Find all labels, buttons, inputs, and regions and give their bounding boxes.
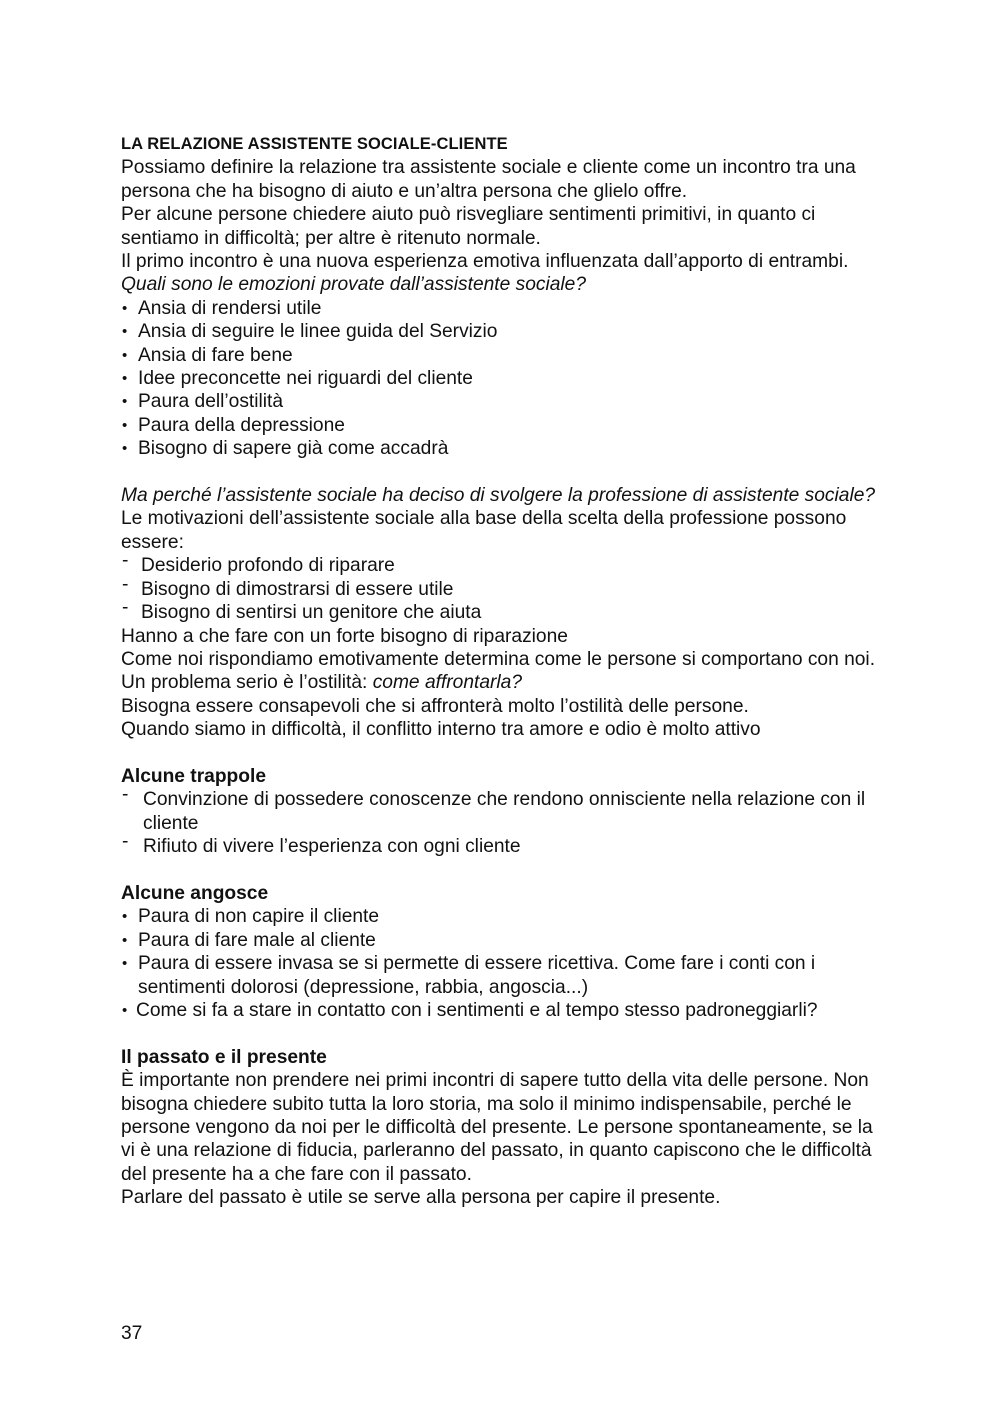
page-content: [121, 133, 891, 1210]
body-line: Quando siamo in difficoltà, il conflitto interno tra amore e odio è molto attivo: [121, 719, 761, 741]
section-heading: LA RELAZIONE ASSISTENTE SOCIALE-CLIENTE: [121, 135, 508, 153]
list-item: • Paura di fare male al cliente: [121, 929, 891, 952]
list-item: - Bisogno di dimostrarsi di essere utile: [121, 578, 891, 601]
emotions-question: Quali sono le emozioni provate dall’assistente sociale?: [121, 274, 587, 296]
body-line: Bisogna essere consapevoli che si affronterà molto l’ostilità delle persone.: [121, 695, 749, 717]
list-item: • Bisogno di sapere già come accadrà: [121, 437, 891, 460]
anxieties-heading: Alcune angosce: [121, 882, 269, 904]
motivations-list: [121, 554, 891, 624]
motivation-question: Ma perché l’assistente sociale ha deciso di svolgere la professione di assistente sociale?: [121, 485, 876, 507]
hostility-line: [121, 671, 891, 694]
list-item: • Ansia di seguire le linee guida del Servizio: [121, 320, 891, 343]
intro-paragraph: Il primo incontro è una nuova esperienza emotiva influenzata dall’apporto di entrambi.: [121, 251, 849, 273]
body-line: Come noi rispondiamo emotivamente determina come le persone si comportano con noi.: [121, 648, 876, 670]
list-item: • Ansia di fare bene: [121, 344, 891, 367]
list-item: - Desiderio profondo di riparare: [121, 554, 891, 577]
list-item: - Bisogno di sentirsi un genitore che aiuta: [121, 601, 891, 624]
anxieties-list: [121, 905, 891, 1022]
intro-paragraph: Possiamo definire la relazione tra assistente sociale e cliente come un incontro tra una persona che ha bisogno di aiuto e un’altra persona che glielo offre.: [121, 157, 856, 202]
traps-list: [121, 788, 891, 858]
list-item: • Paura della depressione: [121, 414, 891, 437]
list-item: • Come si fa a stare in contatto con i sentimenti e al tempo stesso padroneggiarli?: [121, 999, 891, 1022]
traps-heading: Alcune trappole: [121, 765, 266, 787]
hostility-text: Un problema serio è l’ostilità:: [121, 672, 373, 694]
list-item: • Ansia di rendersi utile: [121, 297, 891, 320]
list-item: • Paura dell’ostilità: [121, 390, 891, 413]
list-item: • Paura di essere invasa se si permette di essere ricettiva. Come fare i conti con i sentimenti dolorosi (depressione, rabbia, angoscia...): [121, 952, 891, 999]
hostility-question: come affrontarla?: [372, 672, 522, 694]
page-number: 37: [121, 1323, 143, 1344]
past-present-paragraph: È importante non prendere nei primi incontri di sapere tutto della vita delle persone. Non bisogna chiedere subito tutta la loro storia, ma solo il minimo indispensabile, perché le persone vengono da noi per le difficoltà del presente. Le persone spontaneamente, se la vi è una relazione di fiducia, parleranno del passato, in quanto capiscono che le difficoltà del presente ha a che fare con il passato.: [121, 1070, 873, 1185]
past-present-conclusion: Parlare del passato è utile se serve alla persona per capire il presente.: [121, 1187, 721, 1209]
motivations-intro: Le motivazioni dell’assistente sociale alla base della scelta della professione possono essere:: [121, 508, 847, 553]
list-item: - Convinzione di possedere conoscenze che rendono onnisciente nella relazione con il cliente: [121, 788, 891, 835]
list-item: • Idee preconcette nei riguardi del cliente: [121, 367, 891, 390]
body-line: Hanno a che fare con un forte bisogno di riparazione: [121, 625, 568, 647]
intro-paragraph: Per alcune persone chiedere aiuto può risvegliare sentimenti primitivi, in quanto ci sentiamo in difficoltà; per altre è ritenuto normale.: [121, 204, 816, 249]
past-present-heading: Il passato e il presente: [121, 1046, 327, 1068]
list-item: • Paura di non capire il cliente: [121, 905, 891, 928]
emotions-list: [121, 297, 891, 461]
list-item: - Rifiuto di vivere l’esperienza con ogni cliente: [121, 835, 891, 858]
